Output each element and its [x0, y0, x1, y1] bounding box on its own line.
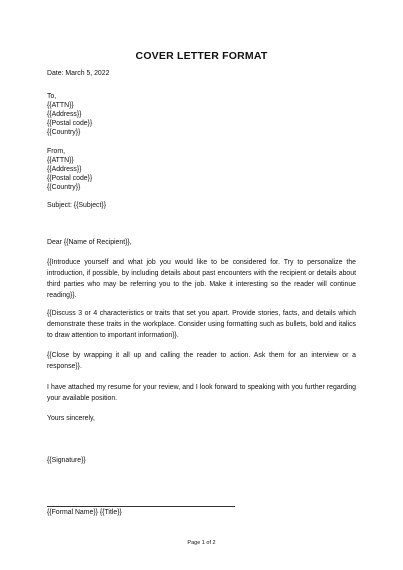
page-footer: Page 1 of 2: [187, 540, 216, 546]
from-attn: {{ATTN}}: [47, 157, 74, 164]
signature-placeholder: {{Signature}}: [47, 457, 86, 464]
document-title: COVER LETTER FORMAT: [135, 50, 268, 62]
paragraph-closing-call: {{Close by wrapping it all up and calling the reader to action. Ask them for an interview or a response}}.: [47, 352, 356, 370]
subject-line: Subject: {{Subject}}: [47, 202, 107, 209]
to-attn: {{ATTN}}: [47, 102, 74, 109]
from-postal-code: {{Postal code}}: [47, 175, 93, 182]
paragraph-introduction: {{Introduce yourself and what job you would like to be considered for. Try to personalize the introduction, if possible, by including details about past encounters with the recipient or details about third parties who may be referring you to the job. Make it interesting so the reader will continue reading}}.: [47, 259, 356, 299]
to-postal-code: {{Postal code}}: [47, 120, 93, 127]
date-line: Date: March 5, 2022: [47, 70, 110, 77]
paragraph-characteristics: {{Discuss 3 or 4 characteristics or traits that set you apart. Provide stories, facts, and details which demonstrate these traits in the workplace. Consider using formatting such as bullets, bold and italics to draw attention to important information}}.: [47, 310, 356, 339]
to-country: {{Country}}: [47, 129, 81, 136]
paragraph-resume: I have attached my resume for your review, and I look forward to speaking with you further regarding your available position.: [47, 384, 356, 402]
salutation: Dear {{Name of Recipient}},: [47, 239, 132, 246]
signature-rule: [47, 506, 235, 507]
to-address: {{Address}}: [47, 111, 82, 118]
from-heading: From,: [47, 148, 65, 155]
from-address: {{Address}}: [47, 166, 82, 173]
closing-line: Yours sincerely,: [47, 415, 95, 422]
from-country: {{Country}}: [47, 184, 81, 191]
to-heading: To,: [47, 93, 57, 100]
signer-name-title: {{Formal Name}} {{Title}}: [47, 509, 122, 516]
